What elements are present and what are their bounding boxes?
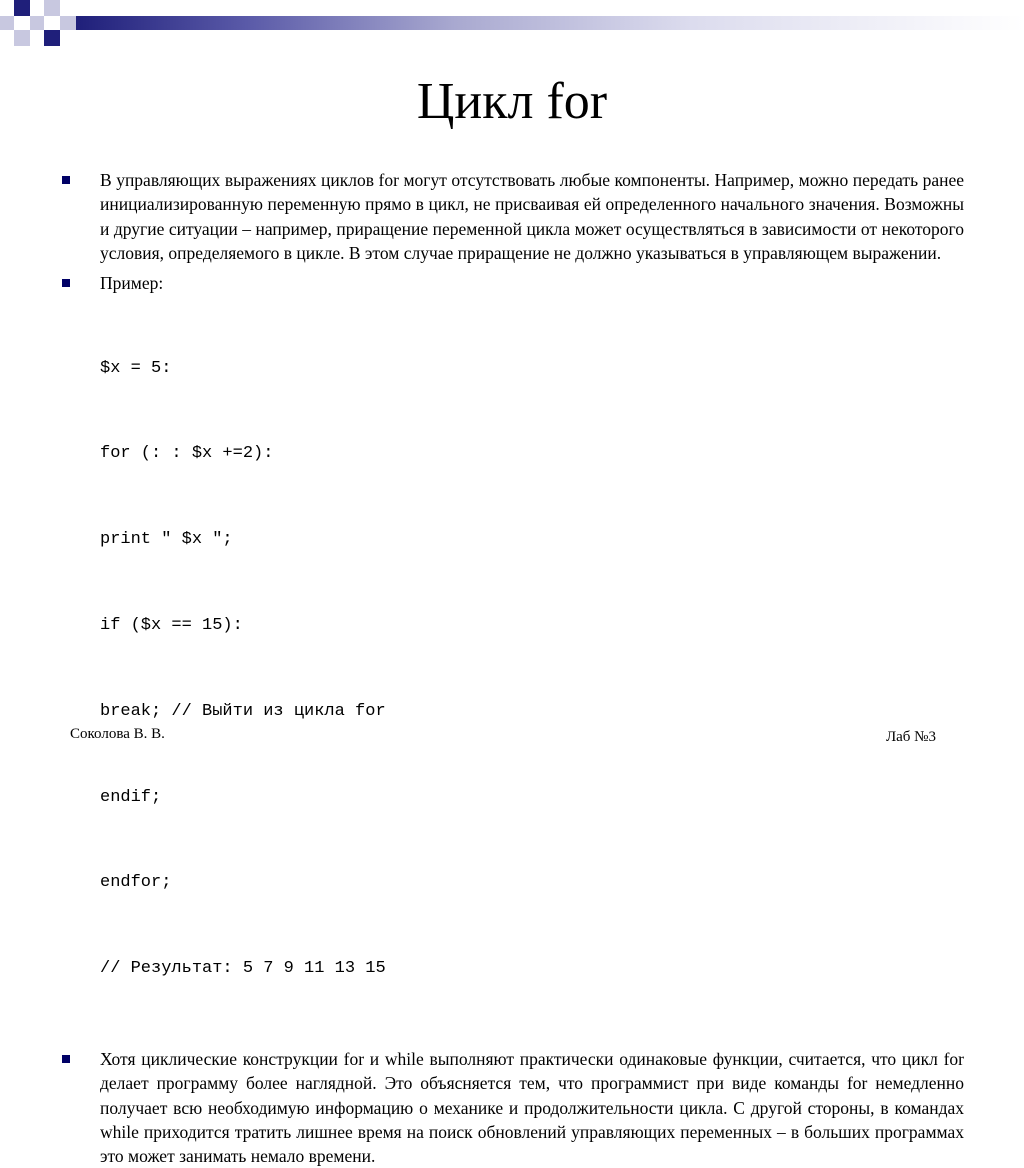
bullet-item — [58, 168, 964, 265]
code-line: for (: : $x +=2): — [100, 444, 274, 464]
square-bullet-icon — [62, 279, 70, 287]
code-line: // Результат: 5 7 9 11 13 15 — [100, 959, 386, 979]
code-line: endif; — [100, 787, 162, 807]
slide-title: Цикл for — [416, 73, 608, 130]
bullet-text: В управляющих выражениях циклов for могут отсутствовать любые компоненты. Например, можно передать ранее инициализированную переменную прямо в цикл, не присваивая ей определенного начального значения. Возможны и другие ситуации – например, приращение переменной цикла может осуществляться в зависимости от некоторого условия, определяемого в цикле. В этом случае приращение не должно указываться в управляющем выражении. — [100, 170, 964, 263]
footer-author: Соколова В. В. — [70, 726, 165, 742]
decorative-header-banner — [0, 0, 1024, 48]
bullet-item — [58, 1047, 964, 1168]
header-gradient-bar — [76, 16, 1024, 30]
decor-square — [14, 0, 30, 16]
square-bullet-icon — [62, 176, 70, 184]
decor-square — [14, 30, 30, 46]
square-bullet-icon — [62, 1055, 70, 1063]
code-line: break; // Выйти из цикла for — [100, 701, 386, 721]
code-line: $x = 5: — [100, 358, 172, 378]
decor-square — [30, 16, 44, 30]
code-line: print " $x "; — [100, 530, 233, 550]
footer-lab-number: Лаб №3 — [885, 729, 936, 745]
decor-square — [60, 16, 76, 30]
bullet-item — [58, 271, 964, 295]
code-line: if ($x == 15): — [100, 616, 243, 636]
code-line: endfor; — [100, 873, 172, 893]
decor-square — [44, 0, 60, 16]
decor-square — [0, 16, 14, 30]
slide-content — [58, 168, 964, 1168]
decor-square — [44, 30, 60, 46]
bullet-text: Пример: — [100, 273, 164, 294]
bullet-text: Хотя циклические конструкции for и while выполняют практически одинаковые функции, считается, что цикл for делает программу более наглядной. Это объясняется тем, что программист при виде команды for немедленно получает всю необходимую информацию о механике и продолжительности цикла. С другой стороны, в командах while приходится тратить лишнее время на поиск обновлений управляющих переменных – в больших программах это может занимать немало времени. — [100, 1048, 964, 1167]
code-example — [58, 297, 964, 1040]
